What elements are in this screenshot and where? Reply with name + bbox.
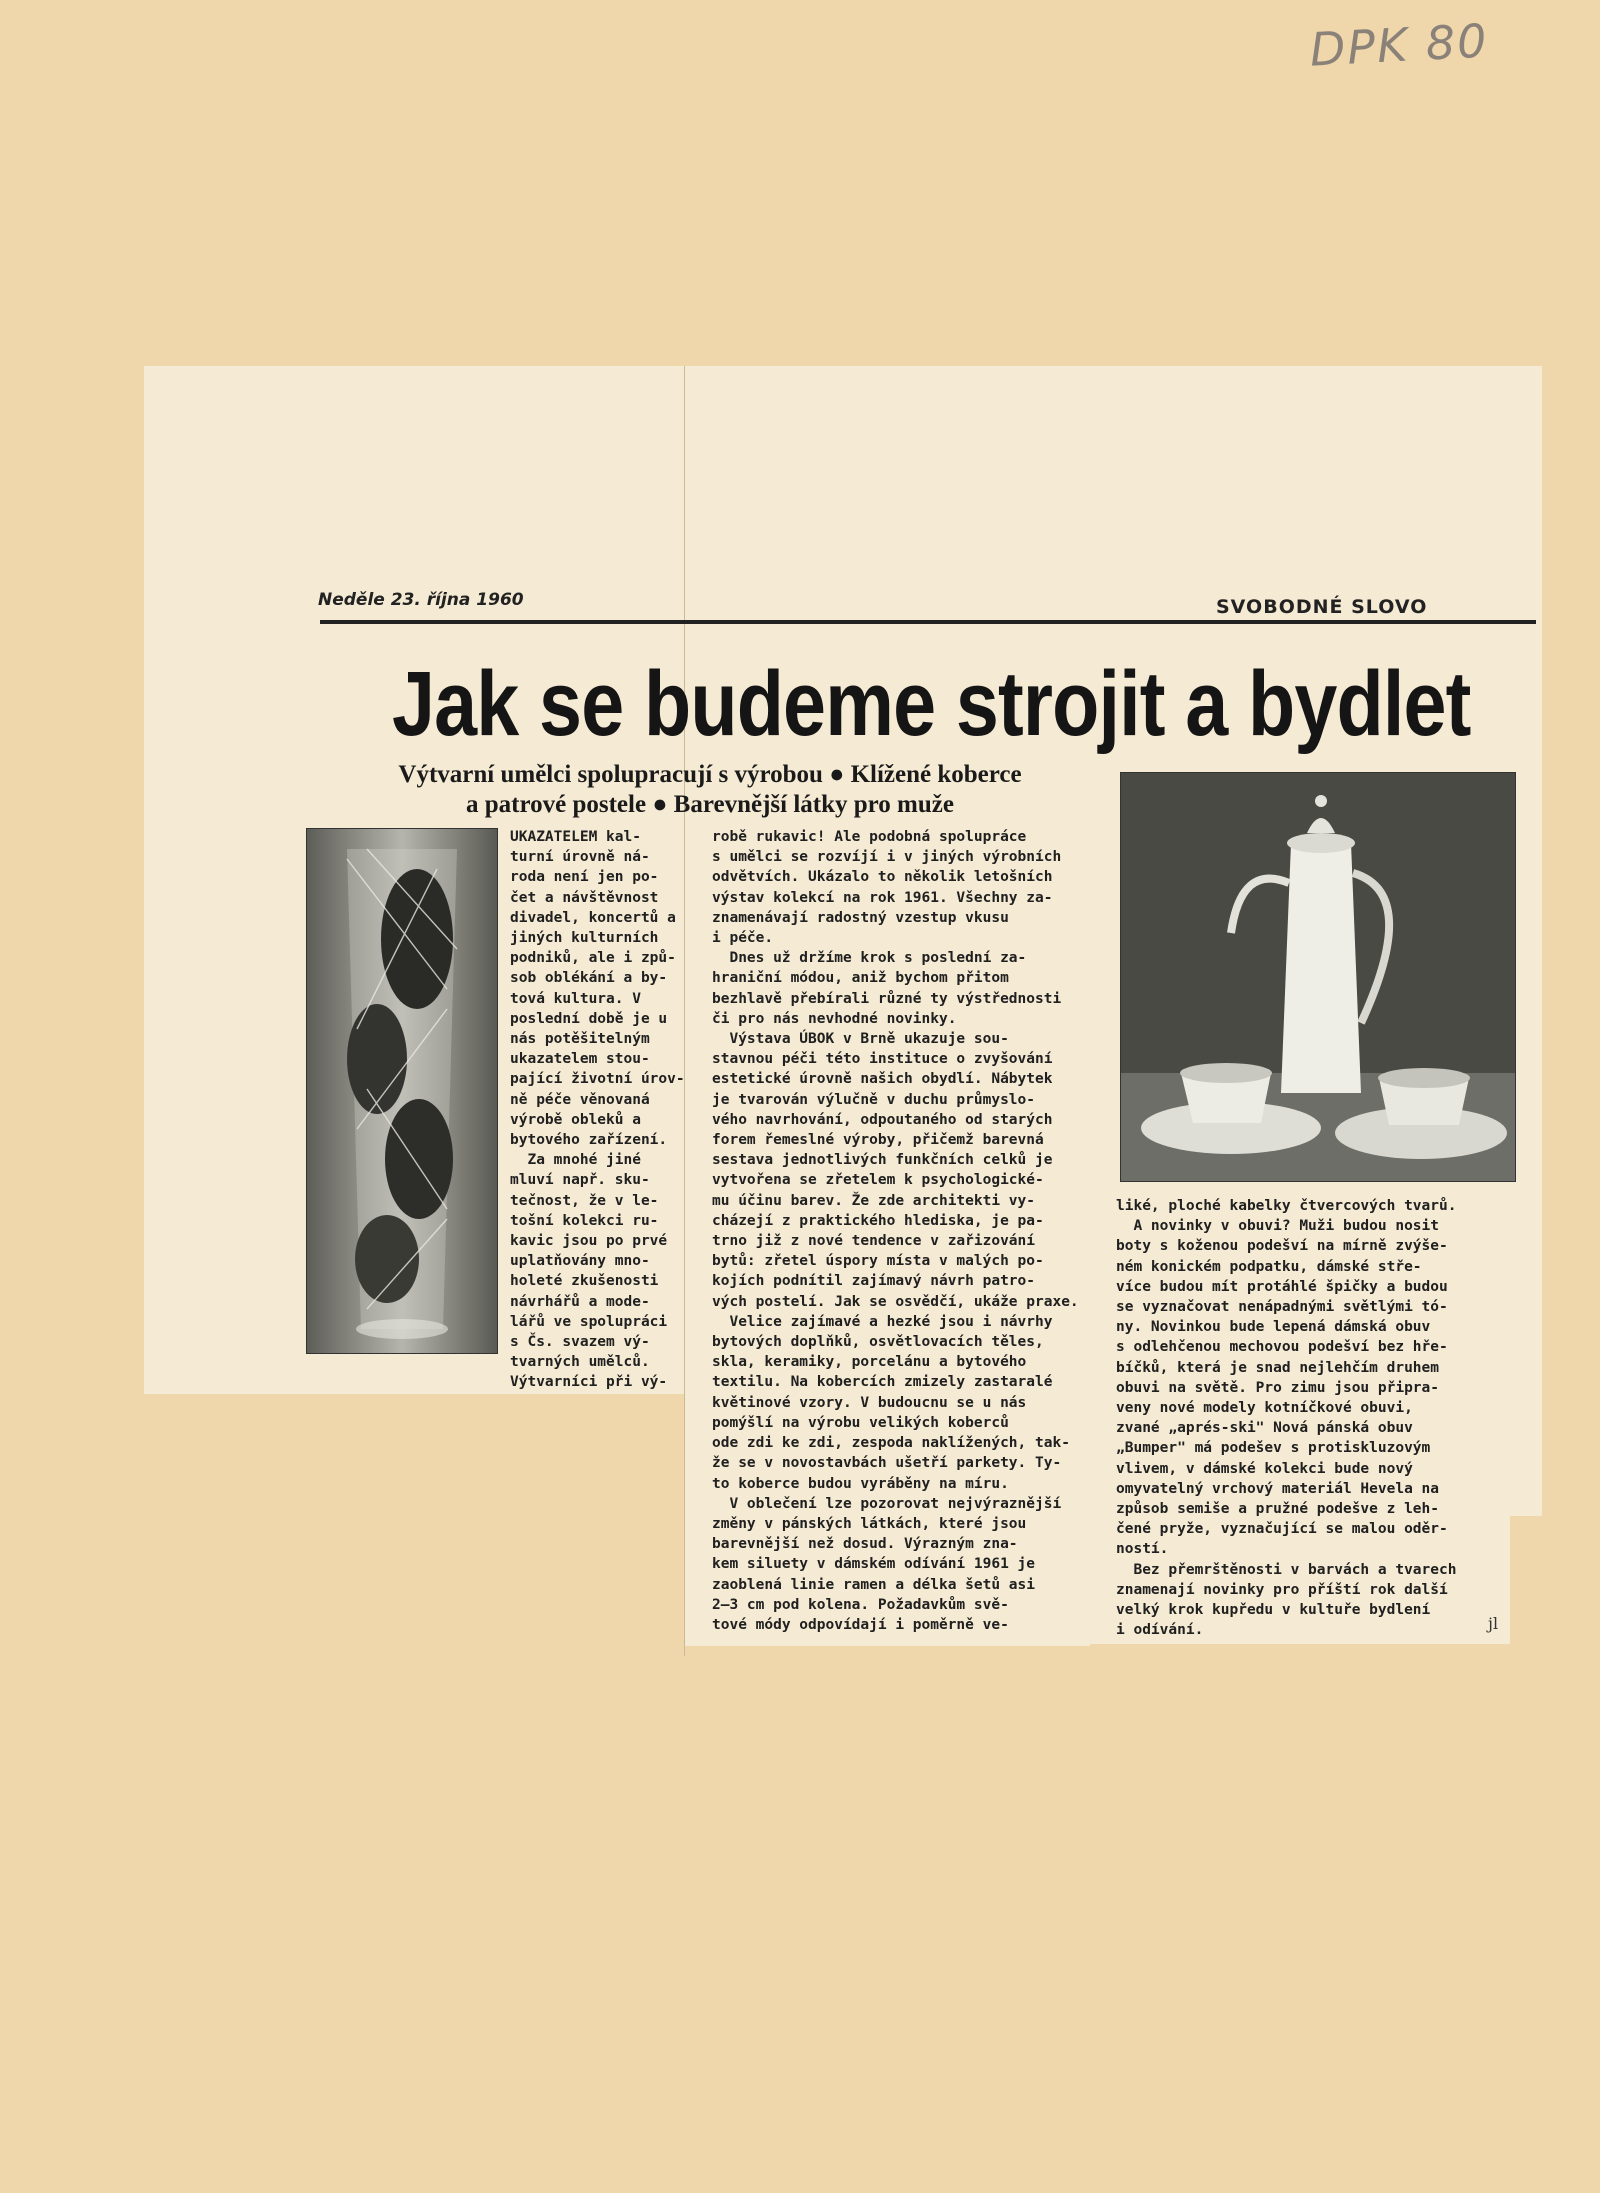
subhead-line-1: Výtvarní umělci spolupracují s výrobou ● Klížené koberce — [398, 761, 1022, 788]
vase-photo-graphic — [307, 829, 497, 1353]
subhead-line-2: a patrové postele ● Barevnější látky pro muže — [466, 791, 954, 818]
article-column-2: robě rukavic! Ale podobná spolupráce s umělci se rozvíjí i v jiných výrobních odvětvích. Ukázalo to několik letošních výstav kolekcí na rok 1961. Všechny za- znamenávají radostný vzestup vkusu i péče. Dnes už držíme krok s poslední za- hraniční módou, aniž bychom přitom bezhlavě přebírali různé ty výstřednosti či pro nás nevhodné novinky. Výstava ÚBOK v Brně ukazuje sou- stavnou péči této instituce o zvyšování estetické úrovně našich obydlí. Nábytek je tvarován výlučně v duchu průmyslo- vého navrhování, odpoutaného od starých forem řemeslné výroby, přičemž barevná sestava jednotlivých funkčních celků je vytvořena se zřetelem k psychologické- mu účinu barev. Že zde architekti vy- cházejí z praktického hlediska, je pa- trno již z nové tendence v zařizování bytů: zřetel úspory místa v malých po- kojích podnítil zajímavý návrh patro- vých postelí. Jak se osvědčí, ukáže praxe. Velice zajímavé a hezké jsou i návrhy bytových doplňků, osvětlovacích těles, skla, keramiky, porcelánu a bytového textilu. Na kobercích zmizely zastaralé květinové vzory. V budoucnu se u nás pomýšlí na výrobu velikých koberců ode zdi ke zdi, zespoda naklížených, tak- že se v novostavbách ušetří parkety. Ty- to koberce budou vyráběny na míru. V oblečení lze pozorovat nejvýraznější změny v pánských látkách, které jsou barevnější než dosud. Výrazným zna- kem siluety v dámském odívání 1961 je zaoblená linie ramen a délka šetů asi 2—3 cm pod kolena. Požadavkům svě- tové módy odpovídají i poměrně ve- — [712, 829, 1079, 1633]
archive-mark: DPK 80 — [1308, 13, 1490, 77]
coffee-set-graphic — [1121, 773, 1515, 1181]
masthead-date: Neděle 23. října 1960 — [318, 590, 524, 610]
coffee-set-photo — [1120, 772, 1516, 1182]
article-subhead — [300, 760, 1120, 820]
masthead-paper-name: SVOBODNÉ SLOVO — [1216, 596, 1428, 618]
vase-photo — [306, 828, 498, 1354]
masthead-rule — [320, 620, 1536, 624]
article-headline: Jak se budeme strojit a bydlet — [392, 653, 1471, 755]
author-signature: jl — [1488, 1614, 1499, 1633]
article-column-3: liké, ploché kabelky čtvercových tvarů. A novinky v obuvi? Muži budou nosit boty s koženou podešví na mírně zvýše- ném konickém podpatku, dámské stře- více budou mít protáhlé špičky a budou se vyznačovat nenápadnými světlými tó- ny. Novinkou bude lepená dámská obuv s odlehčenou mechovou podešví bez hře- bíčků, která je snad nejlehčím druhem obuvi na světě. Pro zimu jsou připra- veny nové modely kotníčkové obuvi, zvané „aprés-ski" Nová pánská obuv „Bumper" má podešev s protiskluzovým vlivem, v dámské kolekci bude nový omyvatelný vrchový materiál Hevela na způsob semiše a pružné podešve z leh- čené pryže, vyznačující se malou oděr- ností. Bez přemrštěnosti v barvách a tvarech znamenají novinky pro příští rok další velký krok kupředu v kultuře bydlení i odívání. — [1116, 1198, 1457, 1639]
article-column-1: UKAZATELEM kal- turní úrovně ná- roda není jen po- čet a návštěvnost divadel, koncertů a jiných kulturních podniků, ale i způ- sob oblékání a by- tová kultura. V poslední době je u nás potěšitelným ukazatelem stou- pající životní úrov- ně péče věnovaná výrobě obleků a bytového zařízení. Za mnohé jiné mluví např. sku- tečnost, že v le- tošní kolekci ru- kavic jsou po prvé uplatňovány mno- holeté zkušenosti návrhářů a mode- lářů ve spolupráci s Čs. svazem vý- tvarných umělců. Výtvarníci při vý- — [510, 829, 685, 1391]
